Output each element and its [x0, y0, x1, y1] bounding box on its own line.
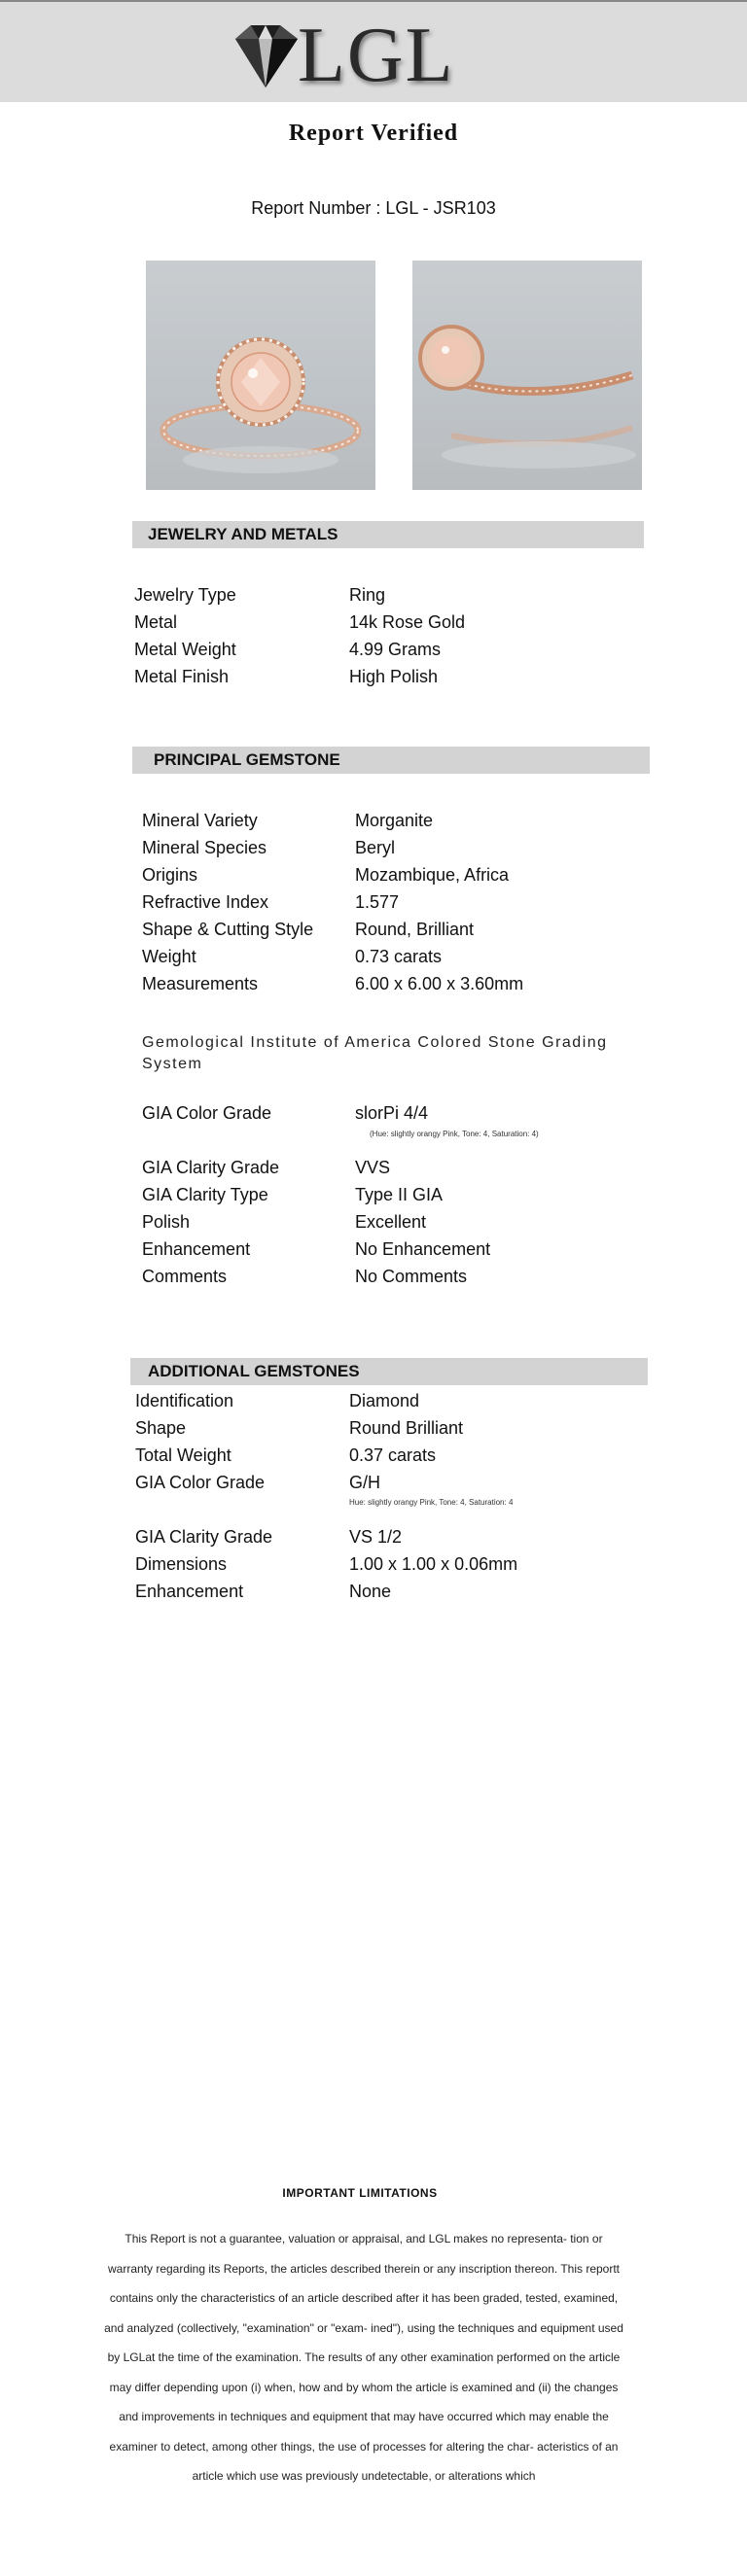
- total-weight-value: 0.37 carats: [349, 1445, 437, 1465]
- enhancement-value: No Enhancement: [355, 1239, 491, 1259]
- gia-color-grade-label: GIA Color Grade: [142, 1103, 272, 1123]
- additional-color-grade-value: G/H: [349, 1473, 381, 1492]
- refractive-index-label: Refractive Index: [142, 892, 269, 912]
- mineral-species-label: Mineral Species: [142, 838, 267, 857]
- gia-clarity-type-label: GIA Clarity Type: [142, 1185, 268, 1204]
- logo-text: LGL: [298, 13, 455, 98]
- section-additional-gemstones-title: ADDITIONAL GEMSTONES: [148, 1362, 360, 1380]
- ring-front-photo: [146, 261, 375, 490]
- weight-value: 0.73 carats: [355, 947, 443, 966]
- jewelry-type-label: Jewelry Type: [134, 585, 236, 605]
- enhancement-label: Enhancement: [142, 1239, 251, 1259]
- metal-weight-label: Metal Weight: [134, 640, 236, 659]
- identification-value: Diamond: [349, 1391, 420, 1410]
- shape-cutting-style-value: Round, Brilliant: [355, 920, 475, 939]
- dimensions-value: 1.00 x 1.00 x 0.06mm: [349, 1554, 518, 1574]
- additional-enhancement-label: Enhancement: [135, 1582, 244, 1601]
- section-jewelry-metals-title: JEWELRY AND METALS: [148, 525, 338, 543]
- grading-system-text: Gemological Institute of America Colored Stone Grading System: [142, 1034, 608, 1072]
- gia-color-grade-value: slorPi 4/4: [355, 1103, 429, 1123]
- identification-label: Identification: [135, 1391, 234, 1410]
- limitations-title: IMPORTANT LIMITATIONS: [282, 2186, 438, 2200]
- diamond-icon: [230, 21, 302, 91]
- gia-color-grade-note: (Hue: slightly orangy Pink, Tone: 4, Saturation: 4): [370, 1130, 539, 1138]
- weight-label: Weight: [142, 947, 196, 966]
- mineral-variety-label: Mineral Variety: [142, 811, 258, 830]
- metal-label: Metal: [134, 612, 178, 632]
- jewelry-type-value: Ring: [349, 585, 386, 605]
- additional-enhancement-value: None: [349, 1582, 392, 1601]
- additional-color-grade-label: GIA Color Grade: [135, 1473, 266, 1492]
- additional-clarity-grade-value: VS 1/2: [349, 1527, 403, 1547]
- dimensions-label: Dimensions: [135, 1554, 228, 1574]
- origins-value: Mozambique, Africa: [355, 865, 510, 885]
- gia-clarity-grade-label: GIA Clarity Grade: [142, 1158, 280, 1177]
- metal-finish-label: Metal Finish: [134, 667, 230, 686]
- measurements-label: Measurements: [142, 974, 259, 993]
- metal-finish-value: High Polish: [349, 667, 439, 686]
- section-jewelry-metals-header: [132, 521, 644, 548]
- limitations-body: This Report is not a guarantee, valuation or appraisal, and LGL makes no representa- tion or warranty regarding its Reports, the articles described therein or any inscription thereon. This reportt contains only the characteristics of an article described after it has been graded, tested, examined, and analyzed (collectively, "examination" or "exam- ined"), using the techniques and equipment used by LGLat the time of the examination. The results of any other examination performed on the article may differ depending upon (i) when, how and by whom the article is examined and (ii) the changes and improvements in techniques and equipment that may have occurred which may enable the examiner to detect, among other things, the use of processes for altering the char- acteristics of an article which use was previously undetectable, or alterations which: [104, 2232, 623, 2483]
- metal-weight-value: 4.99 Grams: [349, 640, 442, 659]
- metal-value: 14k Rose Gold: [349, 612, 466, 632]
- refractive-index-value: 1.577: [355, 892, 400, 912]
- gia-clarity-type-value: Type II GIA: [355, 1185, 444, 1204]
- origins-label: Origins: [142, 865, 198, 885]
- comments-label: Comments: [142, 1267, 228, 1286]
- mineral-species-value: Beryl: [355, 838, 396, 857]
- logo: [230, 13, 482, 98]
- comments-value: No Comments: [355, 1267, 468, 1286]
- mineral-variety-value: Morganite: [355, 811, 434, 830]
- section-additional-gemstones-header: [130, 1358, 648, 1385]
- shape-value: Round Brilliant: [349, 1418, 464, 1438]
- header: [0, 0, 747, 102]
- shape-cutting-style-label: Shape & Cutting Style: [142, 920, 314, 939]
- page-title: Report Verified: [288, 121, 459, 146]
- ring-side-photo: [412, 261, 642, 490]
- polish-value: Excellent: [355, 1212, 427, 1232]
- additional-color-note: Hue: slightly orangy Pink, Tone: 4, Saturation: 4: [349, 1498, 514, 1507]
- gia-clarity-grade-value: VVS: [355, 1158, 391, 1177]
- section-principal-gemstone-title: PRINCIPAL GEMSTONE: [154, 750, 340, 769]
- section-principal-gemstone-header: [132, 747, 650, 774]
- measurements-value: 6.00 x 6.00 x 3.60mm: [355, 974, 524, 993]
- polish-label: Polish: [142, 1212, 191, 1232]
- total-weight-label: Total Weight: [135, 1445, 231, 1465]
- additional-clarity-grade-label: GIA Clarity Grade: [135, 1527, 273, 1547]
- shape-label: Shape: [135, 1418, 187, 1438]
- report-number: Report Number : LGL - JSR103: [251, 198, 496, 218]
